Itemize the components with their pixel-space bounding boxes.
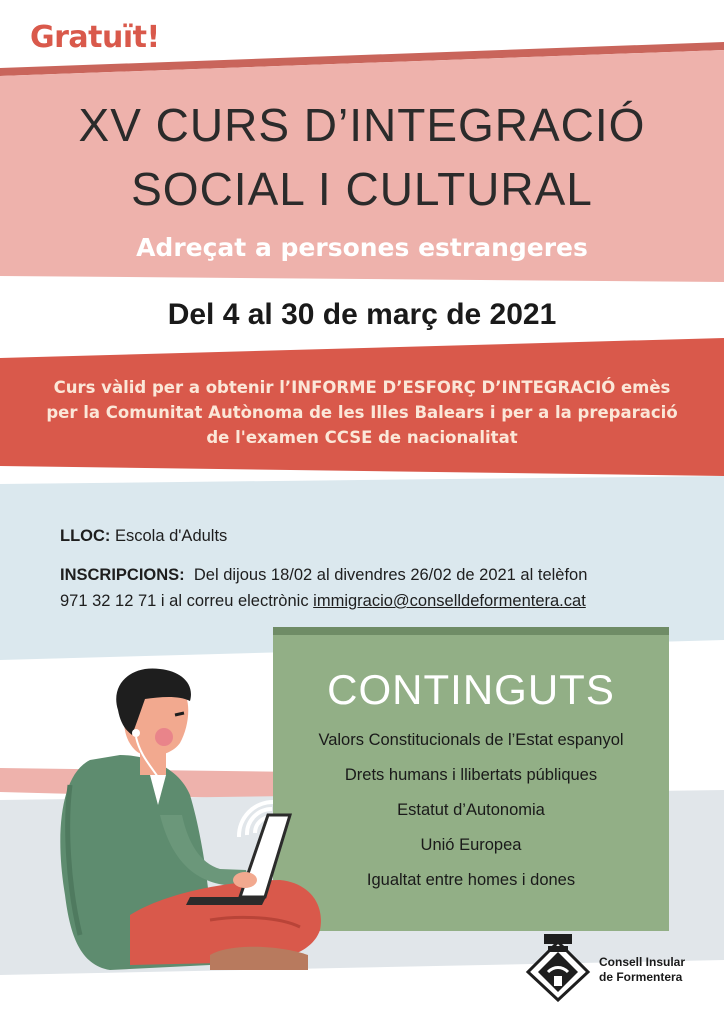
validity-note (40, 375, 684, 450)
contents-title: CONTINGUTS (327, 666, 615, 713)
contents-panel-edge (273, 627, 669, 635)
registration-contact: 971 32 12 71 i al correu electrònic (60, 592, 309, 610)
registration-dates: Del dijous 18/02 al divendres 26/02 de 2021 al telèfon (193, 566, 588, 584)
contents-item: Drets humans i llibertats públiques (344, 766, 598, 784)
organization-name (599, 955, 685, 985)
course-title-line1: XV CURS D’INTEGRACIÓ (78, 99, 646, 151)
contents-item: Estatut d’Autonomia (397, 801, 545, 819)
organization-line-1: Consell Insular (599, 955, 686, 969)
audience-subtitle: Adreçat a persones estrangeres (136, 233, 588, 262)
place-info (60, 523, 700, 549)
course-title-line2: SOCIAL I CULTURAL (131, 163, 593, 215)
validity-line-2: per la Comunitat Autònoma de les Illes Balears i per a la preparació (46, 403, 678, 422)
person-with-laptop-illustration (40, 665, 340, 995)
consell-insular-logo (524, 932, 592, 1002)
registration-info (60, 562, 700, 614)
place-label: LLOC: (60, 527, 111, 545)
registration-label: INSCRIPCIONS: (60, 566, 185, 584)
contents-item: Valors Constitucionals de l’Estat espanyol (318, 731, 624, 749)
contents-item: Igualtat entre homes i dones (366, 871, 576, 889)
contents-item: Unió Europea (420, 836, 522, 854)
organization-line-2: de Formentera (599, 970, 683, 984)
free-badge: Gratuït! (30, 20, 160, 55)
place-value: Escola d'Adults (115, 527, 228, 545)
email-link[interactable]: immigracio@conselldeformentera.cat (313, 592, 586, 610)
course-dates: Del 4 al 30 de març de 2021 (167, 298, 557, 331)
validity-line-3: de l'examen CCSE de nacionalitat (206, 428, 518, 447)
validity-line-1: Curs vàlid per a obtenir l’INFORME D’ESFORÇ D’INTEGRACIÓ emès (53, 378, 671, 397)
